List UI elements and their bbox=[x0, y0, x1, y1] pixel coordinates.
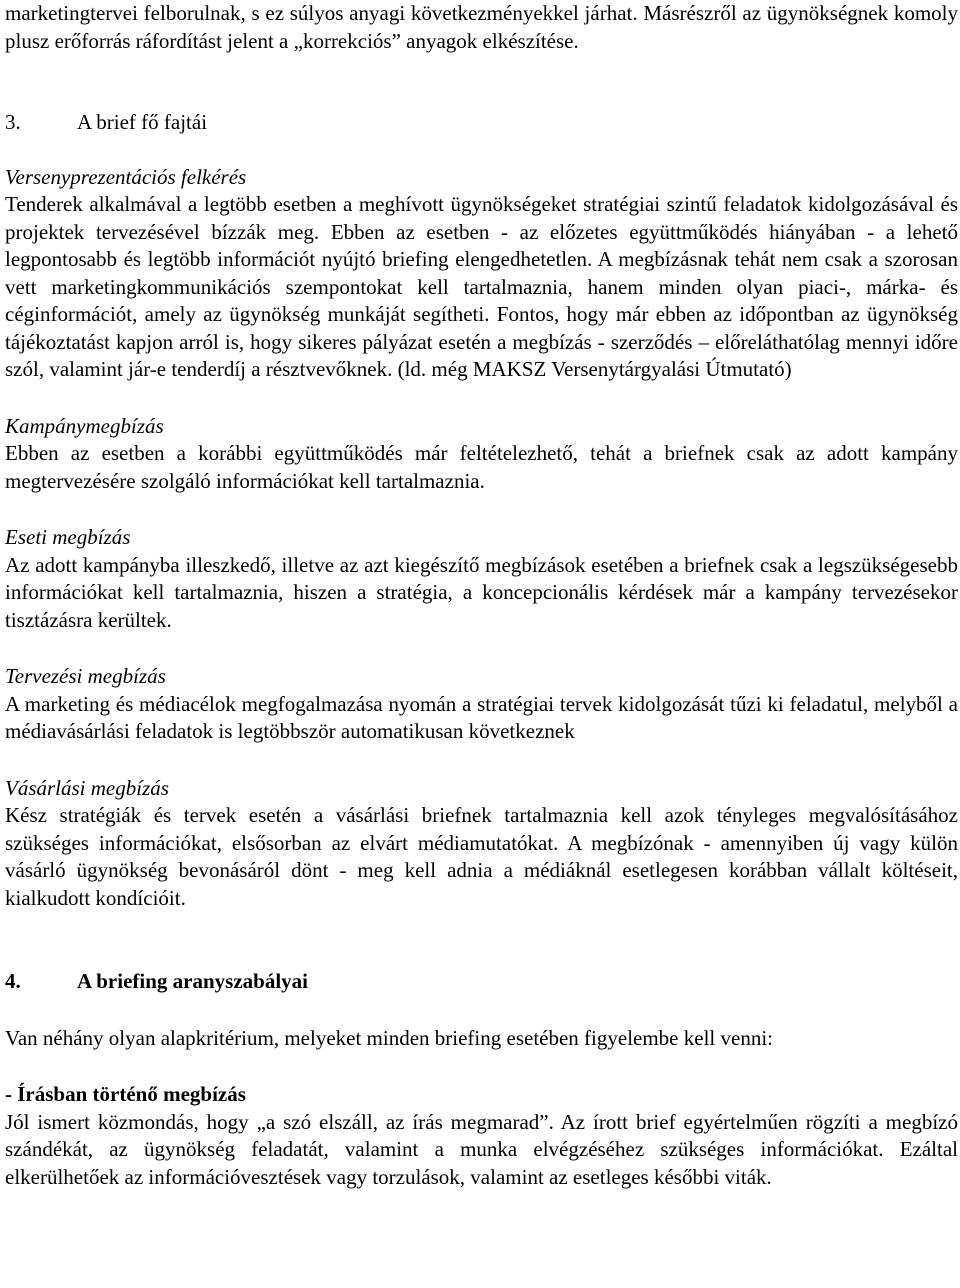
subsection-title: Eseti megbízás bbox=[5, 525, 131, 549]
subsection-tervezesi-megbizas bbox=[5, 663, 958, 746]
subsection-title: Vásárlási megbízás bbox=[5, 775, 169, 800]
subsection-body: A marketing és médiacélok megfogalmazása nyomán a stratégiai tervek kidolgozását tűzi ki feladatul, melyből a médiavásárlási feladatok is legtöbbször automatikusan következnek bbox=[5, 691, 958, 743]
subsection-body: Tenderek alkalmával a legtöbb esetben a meghívott ügynökségeket stratégiai szintű feladatok kidolgozásával és projektek tervezésével bízzák meg. Ebben az esetben - az előzetes együttműködés hiányában - a lehető legpontosabb és legtöbb információt nyújtó briefing elengedhetetlen. A megbízásnak tehát nem csak a szorosan vett marketingkommunikációs szempontokat kell tartalmaznia, hanem minden olyan piaci-, márka- és céginformációt, amely az ügynökség munkáját segítheti. Fontos, hogy már ebben az időpontban az ügynökség tájékoztatást kapjon arról is, hogy sikeres pályázat esetén a megbízás - szerződés – előreláthatólag mennyi időre szól, valamint jár-e tenderdíj a résztvevőknek. (ld. még MAKSZ Versenytárgyalási Útmutató) bbox=[5, 192, 958, 381]
section-4-number: 4. bbox=[5, 969, 21, 993]
subsection-body: Az adott kampányba illeszkedő, illetve az azt kiegészítő megbízások esetében a briefnek csak a legszükségesebb információkat kell tartalmaznia, hiszen a stratégia, a koncepcionális kérdések már a kampány tervezésekor tisztázásra kerültek. bbox=[5, 552, 958, 632]
subsection-body: Ebben az esetben a korábbi együttműködés már feltételezhető, tehát a briefnek csak az adott kampány megtervezésére szolgáló információkat kell tartalmaznia. bbox=[5, 441, 958, 493]
section-4-title: A briefing aranyszabályai bbox=[77, 969, 309, 993]
section-4-lead: Van néhány olyan alapkritérium, melyeket minden briefing esetében figyelembe kell venni: bbox=[5, 1025, 773, 1050]
section-3-number: 3. bbox=[5, 110, 21, 134]
subsection-kampanymegbizas bbox=[5, 413, 958, 496]
document-page bbox=[5, 0, 958, 1191]
subsection-body: Kész stratégiák és tervek esetén a vásárlási briefnek tartalmaznia kell azok tényleges megvalósításához szükséges információkat, elsősorban az elvárt médiamutatókat. A megbízónak - amennyiben új vagy külön vásárló ügynökség bevonásáról dönt - meg kell adnia a médiáknál esetlegesen korábban vállalt költéseit, kialkudott kondícióit. bbox=[5, 803, 958, 910]
rule-body: Jól ismert közmondás, hogy „a szó elszáll, az írás megmarad”. Az írott brief egyértelműen rögzíti a megbízó szándékát, az ügynökség feladatát, valamint a munka elvégzéséhez szükséges információkat. Ezáltal elkerülhetőek az információvesztések vagy torzulások, valamint az esetleges későbbi viták. bbox=[5, 1109, 958, 1189]
intro-paragraph: marketingtervei felborulnak, s ez súlyos anyagi következményekkel járhat. Másrészről az ügynökségnek komoly plusz erőforrás ráfordítást jelent a „korrekciós” anyagok elkészítése. bbox=[5, 1, 958, 53]
section-3-title: A brief fő fajtái bbox=[77, 110, 208, 134]
rule-irasban bbox=[5, 1081, 958, 1191]
rule-title: - Írásban történő megbízás bbox=[5, 1082, 246, 1106]
subsection-title: Tervezési megbízás bbox=[5, 664, 166, 688]
subsection-eseti-megbizas bbox=[5, 524, 958, 634]
subsection-vasarlasi-megbizas bbox=[5, 775, 958, 913]
subsection-versenyprezentacios bbox=[5, 164, 958, 384]
section-4-heading bbox=[5, 968, 958, 996]
section-3-heading bbox=[5, 109, 958, 137]
subsection-title: Kampánymegbízás bbox=[5, 413, 164, 438]
subsection-title: Versenyprezentációs felkérés bbox=[5, 164, 247, 189]
